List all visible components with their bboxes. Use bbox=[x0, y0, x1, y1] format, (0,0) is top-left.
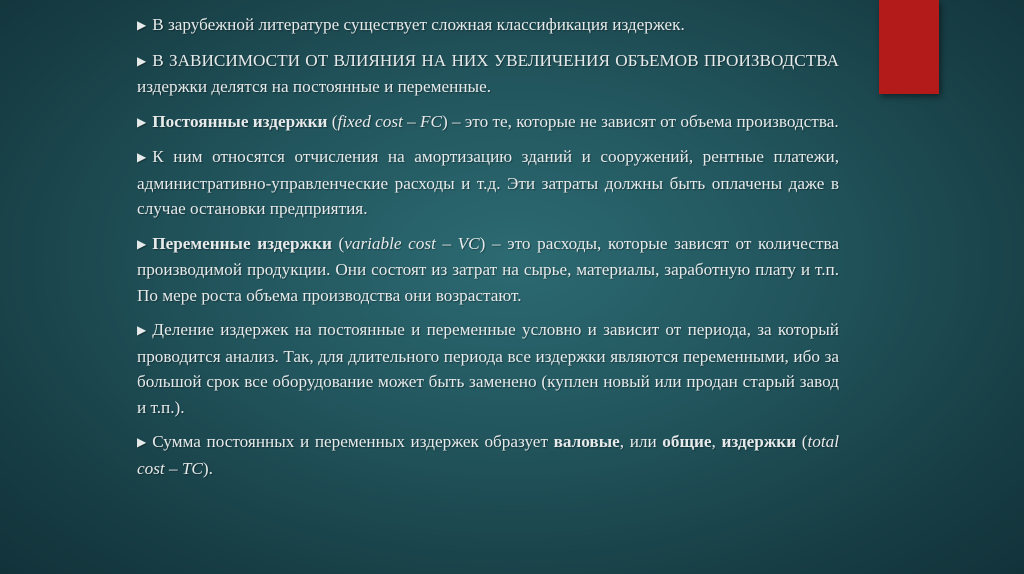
triangle-bullet-icon: ▶ bbox=[137, 53, 147, 68]
paragraph-text: ). bbox=[202, 458, 213, 478]
paragraph-5 bbox=[137, 231, 839, 309]
paragraph-text: ) – это расходы, которые зависят от количества производимой продукции. Они состоят из затрат на сырье, материалы, заработную плату и т.п. По мере роста объема производства они возрастают. bbox=[137, 233, 839, 305]
paragraph-7 bbox=[137, 429, 839, 481]
accent-bar bbox=[879, 0, 939, 94]
slide-content bbox=[137, 12, 839, 490]
paragraph-text: , bbox=[711, 432, 722, 451]
triangle-bullet-icon: ▶ bbox=[137, 150, 147, 164]
paragraph-1 bbox=[137, 12, 839, 39]
paragraph-2 bbox=[137, 48, 839, 100]
paragraph-text: Сумма постоянных и переменных издержек образует bbox=[152, 432, 554, 451]
term-fixed-cost: Постоянные издержки bbox=[152, 111, 328, 131]
paragraph-text: ) – это те, которые не зависят от объема производства. bbox=[442, 111, 839, 131]
paragraph-3 bbox=[137, 109, 839, 136]
term-total: общие bbox=[662, 432, 712, 451]
triangle-bullet-icon: ▶ bbox=[137, 323, 147, 337]
paragraph-text: , или bbox=[619, 432, 663, 451]
paragraph-text: В ЗАВИСИМОСТИ ОТ ВЛИЯНИЯ НА НИХ УВЕЛИЧЕНИЯ ОБЪЕМОВ ПРОИЗВОДСТВА издержки делятся на постоянные и переменные. bbox=[137, 50, 839, 96]
term-vc-abbrev: variable cost – VC bbox=[344, 233, 480, 253]
term-variable-cost: Переменные издержки bbox=[152, 233, 332, 253]
triangle-bullet-icon: ▶ bbox=[137, 435, 147, 449]
paragraph-6 bbox=[137, 317, 839, 420]
paragraph-text: К ним относятся отчисления на амортизацию зданий и сооружений, рентные платежи, административно-управленческие расходы и т.д. Эти затраты должны быть оплачены даже в случае остановки предприятия. bbox=[137, 147, 839, 218]
paragraph-text: Деление издержек на постоянные и переменные условно и зависит от периода, за который проводится анализ. Так, для длительного периода все издержки являются переменными, ибо за большой срок все оборудование может быть заменено (куплен новый или продан старый завод и т.п.). bbox=[137, 320, 839, 417]
paragraph-text: В зарубежной литературе существует сложная классификация издержек. bbox=[152, 15, 685, 34]
term-costs: издержки bbox=[721, 432, 797, 451]
triangle-bullet-icon: ▶ bbox=[137, 18, 147, 32]
paragraph-text: ( bbox=[796, 432, 808, 451]
paragraph-text: ( bbox=[331, 233, 345, 253]
triangle-bullet-icon: ▶ bbox=[137, 236, 147, 251]
paragraph-text: ( bbox=[327, 111, 338, 131]
triangle-bullet-icon: ▶ bbox=[137, 114, 147, 129]
paragraph-4 bbox=[137, 144, 839, 222]
term-fc-abbrev: fixed cost – FC bbox=[337, 111, 442, 131]
term-gross: валовые bbox=[553, 432, 620, 451]
term-tc-abbrev: total cost – TC bbox=[137, 432, 839, 478]
